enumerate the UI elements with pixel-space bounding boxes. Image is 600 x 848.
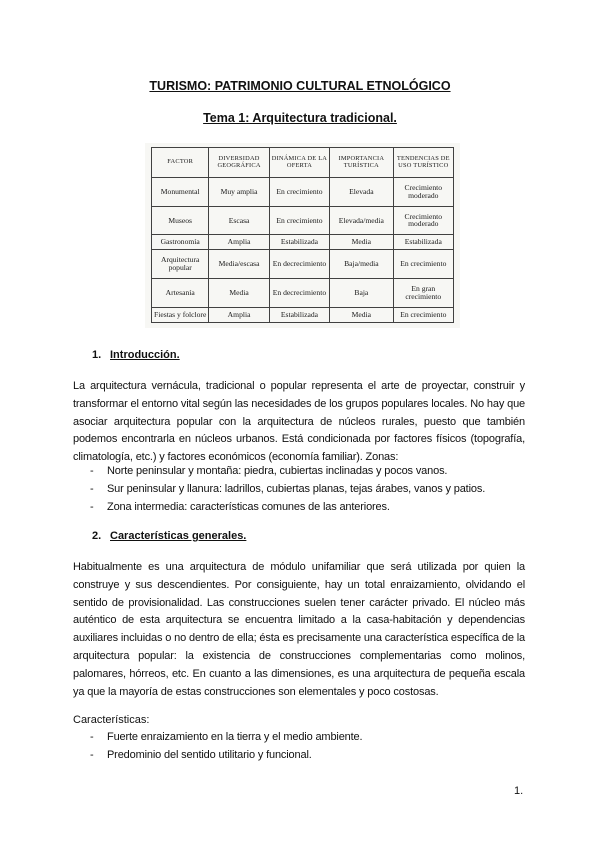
table-cell: Elevada/media xyxy=(330,206,393,235)
caracteristicas-list xyxy=(90,729,520,765)
table-cell: En crecimiento xyxy=(393,307,453,322)
table-row xyxy=(152,206,454,235)
page-number: 1. xyxy=(514,785,524,797)
table-cell: Media xyxy=(330,235,393,250)
table-cell: Arquitectura popular xyxy=(152,250,209,279)
table-cell: Media xyxy=(330,307,393,322)
table-cell: Crecimiento moderado xyxy=(393,178,453,207)
table-cell: En decrecimiento xyxy=(269,250,329,279)
zonas-list xyxy=(90,463,520,516)
table-cell: Monumental xyxy=(152,178,209,207)
table-row xyxy=(152,178,454,207)
table-cell: Museos xyxy=(152,206,209,235)
section-label: Introducción. xyxy=(110,349,180,361)
document-title: TURISMO: PATRIMONIO CULTURAL ETNOLÓGICO xyxy=(149,79,451,93)
table-cell: En crecimiento xyxy=(269,178,329,207)
list-item: - Norte peninsular y montaña: piedra, cubiertas inclinadas y pocos vanos. xyxy=(90,463,520,481)
table-header-cell: DIVERSIDAD GEOGRÁFICA xyxy=(209,148,269,178)
table-cell: Fiestas y folclore xyxy=(152,307,209,322)
scanned-table-image xyxy=(145,143,460,328)
table-row xyxy=(152,250,454,279)
table-cell: En decrecimiento xyxy=(269,279,329,308)
table-row xyxy=(152,307,454,322)
table-cell: En crecimiento xyxy=(269,206,329,235)
list-item: - Fuerte enraizamiento en la tierra y el medio ambiente. xyxy=(90,729,520,747)
table-row xyxy=(152,235,454,250)
section-number: 2. xyxy=(92,530,102,542)
table-cell: Elevada xyxy=(330,178,393,207)
list-item: - Sur peninsular y llanura: ladrillos, cubiertas planas, tejas árabes, vanos y patios. xyxy=(90,481,520,499)
list-item: - Zona intermedia: características comunes de las anteriores. xyxy=(90,499,520,517)
table-cell: Amplia xyxy=(209,307,269,322)
tourism-factors-table xyxy=(151,147,454,323)
section-number: 1. xyxy=(92,349,102,361)
table-header-cell: FACTOR xyxy=(152,148,209,178)
table-cell: Media/escasa xyxy=(209,250,269,279)
table-cell: En crecimiento xyxy=(393,250,453,279)
caracteristicas-paragraph: Habitualmente es una arquitectura de módulo unifamiliar que será utilizada por quien la construye y sus descendientes. Por consiguiente, hay un total enraizamiento, olvidando el sentido de provisionalidad. Las construcciones suelen tener carácter privado. El núcleo más auténtico de esta arquitectura se encuentra limitado a la casa-habitación y dependencias auxiliares incluidas o no dentro de ella; ésta es precisamente una característica específica de la arquitectura popular: la existencia de construcciones complementarias como molinos, palomares, hórreos, etc. En cuanto a las dimensiones, es una arquitectura de pequeña escala ya que la mayoría de estas construcciones son elementales y poco costosas. xyxy=(73,561,525,698)
section-heading-caracteristicas xyxy=(92,530,246,542)
section-heading-introduccion xyxy=(92,349,180,361)
table-cell: Estabilizada xyxy=(269,235,329,250)
table-header-cell: DINÁMICA DE LA OFERTA xyxy=(269,148,329,178)
section-label: Características generales. xyxy=(110,530,247,542)
table-cell: Baja xyxy=(330,279,393,308)
table-cell: Baja/media xyxy=(330,250,393,279)
table-cell: Escasa xyxy=(209,206,269,235)
table-cell: Estabilizada xyxy=(393,235,453,250)
list-item: - Predominio del sentido utilitario y funcional. xyxy=(90,747,520,765)
table-cell: Artesanía xyxy=(152,279,209,308)
table-cell: Crecimiento moderado xyxy=(393,206,453,235)
table-header-cell: IMPORTANCIA TURÍSTICA xyxy=(330,148,393,178)
table-header-row xyxy=(152,148,454,178)
caracteristicas-caption: Características: xyxy=(73,714,150,726)
table-cell: Muy amplia xyxy=(209,178,269,207)
table-cell: En gran crecimiento xyxy=(393,279,453,308)
table-cell: Gastronomía xyxy=(152,235,209,250)
table-cell: Amplia xyxy=(209,235,269,250)
table-row xyxy=(152,279,454,308)
document-subtitle: Tema 1: Arquitectura tradicional. xyxy=(203,111,397,125)
table-cell: Estabilizada xyxy=(269,307,329,322)
introduccion-paragraph: La arquitectura vernácula, tradicional o popular representa el arte de proyectar, construir y transformar el entorno vital según las necesidades de los grupos populares locales. No hay que asociar arquitectura popular con la arquitectura de núcleos rurales, puesto que también podemos encontrarla en núcleos urbanos. Está condicionada por factores físicos (topografía, climatología, etc.) y factores económicos (economía familiar). Zonas: xyxy=(73,380,525,464)
table-cell: Media xyxy=(209,279,269,308)
table-header-cell: TENDENCIAS DE USO TURÍSTICO xyxy=(393,148,453,178)
